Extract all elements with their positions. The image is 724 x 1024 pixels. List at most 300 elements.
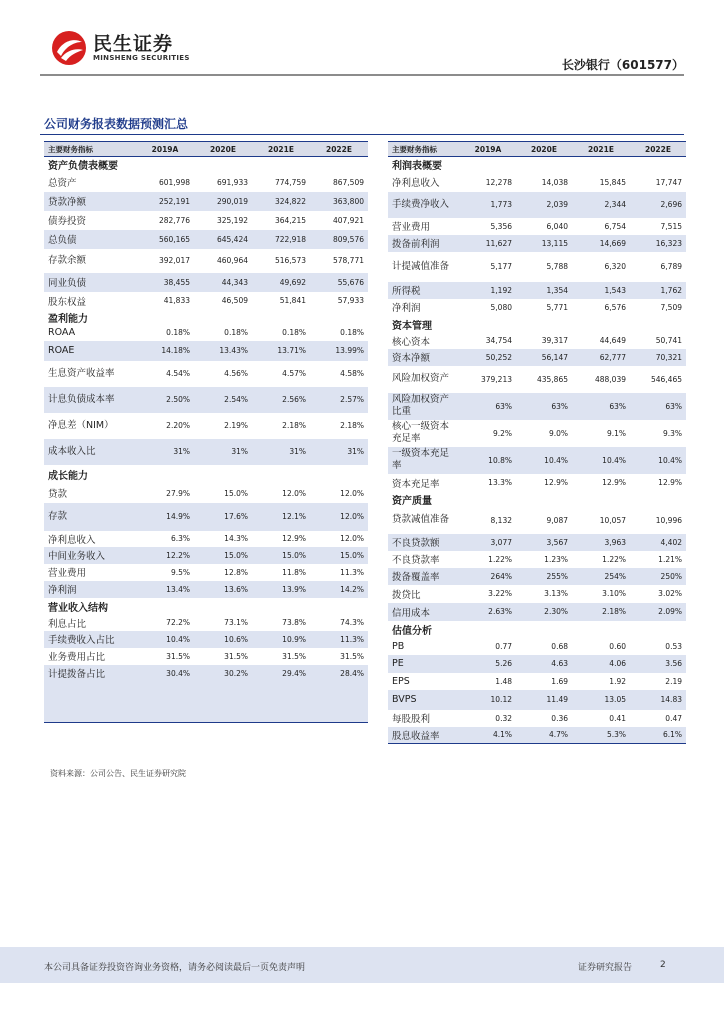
column-header-year: 2021E <box>252 142 310 157</box>
value-cell: 10.4% <box>516 447 572 474</box>
category-label: 资产质量 <box>392 495 432 507</box>
value-cell: 867,509 <box>332 177 364 187</box>
value-cell: 4.58% <box>340 369 364 378</box>
row-label: 营业费用 <box>48 568 87 579</box>
value-cell: 0.68 <box>551 641 568 651</box>
table-row <box>388 710 686 727</box>
table-row <box>44 547 368 564</box>
row-label: 计提减值准备 <box>392 260 450 272</box>
value-cell: 4.63 <box>516 655 572 673</box>
table-row <box>388 585 686 603</box>
table-row <box>388 192 686 218</box>
value-cell: 1,543 <box>572 282 630 299</box>
value-cell: 4.06 <box>572 655 630 673</box>
value-cell: 290,019 <box>194 192 252 211</box>
table-row <box>44 387 368 413</box>
value-cell: 601,998 <box>158 177 190 187</box>
value-cell: 2.09% <box>630 603 686 621</box>
value-cell: 38,455 <box>136 273 194 292</box>
table-header-row <box>44 142 368 157</box>
value-cell: 0.18% <box>282 328 306 337</box>
table-row <box>44 439 368 465</box>
value-cell: 39,317 <box>541 336 568 345</box>
value-cell: 10.9% <box>252 631 310 648</box>
column-header-year: 2020E <box>194 142 252 157</box>
value-cell: 73.1% <box>224 618 248 627</box>
footer-page-number: 2 <box>660 960 666 970</box>
value-cell: 49,692 <box>252 273 310 292</box>
value-cell: 12.8% <box>224 567 248 577</box>
row-label: 总负债 <box>44 230 136 249</box>
category-label: 营业收入结构 <box>48 602 108 614</box>
header-divider <box>40 74 684 76</box>
section-title: 公司财务报表数据预测汇总 <box>44 117 189 131</box>
row-label: PE <box>388 655 460 673</box>
table-row <box>44 325 368 341</box>
table-row <box>388 638 686 655</box>
value-cell: 27.9% <box>166 488 190 498</box>
value-cell: 6,320 <box>604 262 626 271</box>
row-label: 中间业务收入 <box>44 547 136 564</box>
value-cell: 9.2% <box>492 428 512 438</box>
table-row <box>44 249 368 273</box>
value-cell: 5.26 <box>460 655 516 673</box>
value-cell: 44,343 <box>194 273 252 292</box>
row-label: 净利润 <box>44 581 136 598</box>
value-cell: 13.6% <box>194 581 252 598</box>
value-cell: 17,747 <box>655 177 682 187</box>
value-cell: 12.9% <box>282 534 306 543</box>
value-cell: 0.32 <box>495 713 512 723</box>
value-cell: 31% <box>252 439 310 465</box>
value-cell: 13.05 <box>572 690 630 710</box>
column-header-metric: 主要财务指标 <box>388 142 460 157</box>
column-header-metric: 主要财务指标 <box>44 142 136 157</box>
category-row <box>388 316 686 333</box>
value-cell: 28.4% <box>310 665 368 682</box>
value-cell: 325,192 <box>216 215 248 225</box>
row-label: 贷款净额 <box>44 192 136 211</box>
row-label: 总资产 <box>48 178 77 189</box>
value-cell: 13.43% <box>194 341 252 361</box>
row-label: 成本收入比 <box>44 439 136 465</box>
value-cell: 14.3% <box>224 534 248 543</box>
column-header-year: 2019A <box>136 142 194 157</box>
footer-disclaimer: 本公司具备证券投资咨询业务资格，请务必阅读最后一页免责声明 <box>44 963 306 973</box>
table-header-row <box>388 142 686 157</box>
table-row <box>44 631 368 648</box>
column-header-year: 2021E <box>572 142 630 157</box>
value-cell: 72.2% <box>166 618 190 627</box>
value-cell: 12.9% <box>602 478 626 487</box>
value-cell: 13.71% <box>252 341 310 361</box>
value-cell: 14.9% <box>136 503 194 531</box>
blank-row <box>44 699 368 723</box>
value-cell: 10.4% <box>572 447 630 474</box>
value-cell: 3,077 <box>460 534 516 551</box>
row-label: 同业负债 <box>44 273 136 292</box>
value-cell: 3.56 <box>630 655 686 673</box>
financial-table-right <box>388 141 686 744</box>
value-cell: 4.7% <box>516 727 572 744</box>
brand-name-cn: 民生证券 <box>93 33 174 55</box>
category-label: 成长能力 <box>48 470 88 482</box>
financial-table-left <box>44 141 368 723</box>
value-cell: 488,039 <box>594 374 626 384</box>
value-cell: 12.2% <box>136 547 194 564</box>
blank-cell <box>310 682 368 699</box>
row-label: 净息差（NIM） <box>48 419 114 431</box>
row-label: 不良贷款率 <box>392 555 440 566</box>
value-cell: 15.0% <box>252 547 310 564</box>
value-cell: 11,627 <box>460 235 516 252</box>
value-cell: 645,424 <box>194 230 252 249</box>
value-cell: 73.8% <box>282 618 306 627</box>
value-cell: 0.60 <box>609 641 626 651</box>
value-cell: 70,321 <box>630 349 686 366</box>
value-cell: 252,191 <box>136 192 194 211</box>
value-cell: 1.21% <box>658 554 682 564</box>
row-label: 计提拨备占比 <box>44 665 136 682</box>
value-cell: 2.18% <box>340 421 364 430</box>
value-cell: 0.41 <box>609 713 626 723</box>
value-cell: 10.12 <box>460 690 516 710</box>
value-cell: 6.1% <box>630 727 686 744</box>
value-cell: 6.3% <box>170 534 190 543</box>
row-label: 所得税 <box>388 282 460 299</box>
row-label: 营业费用 <box>392 222 431 233</box>
blank-cell <box>194 699 252 723</box>
value-cell: 0.18% <box>166 328 190 337</box>
value-cell: 774,759 <box>274 177 306 187</box>
column-header-year: 2019A <box>460 142 516 157</box>
value-cell: 1.22% <box>602 554 626 564</box>
value-cell: 2.20% <box>166 421 190 430</box>
value-cell: 14.83 <box>630 690 686 710</box>
value-cell: 14.18% <box>136 341 194 361</box>
value-cell: 691,933 <box>216 177 248 187</box>
value-cell: 0.53 <box>665 641 682 651</box>
blank-cell <box>44 699 136 723</box>
row-label: 手续费收入占比 <box>44 631 136 648</box>
table-row <box>44 413 368 439</box>
value-cell: 1.23% <box>544 554 568 564</box>
blank-cell <box>252 682 310 699</box>
value-cell: 46,509 <box>221 296 248 305</box>
category-row <box>44 157 368 173</box>
value-cell: 2,039 <box>516 192 572 218</box>
table-row <box>388 551 686 568</box>
value-cell: 460,964 <box>216 256 248 265</box>
value-cell: 6,789 <box>660 262 682 271</box>
value-cell: 250% <box>630 568 686 585</box>
value-cell: 14.2% <box>310 581 368 598</box>
row-label: 信用成本 <box>388 603 460 621</box>
column-header-year: 2020E <box>516 142 572 157</box>
value-cell: 13,115 <box>516 235 572 252</box>
category-row <box>388 157 686 173</box>
value-cell: 11.3% <box>310 631 368 648</box>
value-cell: 2.18% <box>282 421 306 430</box>
value-cell: 4.57% <box>282 369 306 378</box>
value-cell: 282,776 <box>158 215 190 225</box>
value-cell: 364,215 <box>274 215 306 225</box>
row-label: 资本充足率 <box>392 478 440 490</box>
category-row <box>44 310 368 325</box>
value-cell: 10.4% <box>136 631 194 648</box>
table-row <box>388 420 686 447</box>
value-cell: 31% <box>310 439 368 465</box>
value-cell: 435,865 <box>536 374 568 384</box>
value-cell: 546,465 <box>650 374 682 384</box>
value-cell: 4.54% <box>166 369 190 378</box>
category-row <box>388 492 686 507</box>
value-cell: 10.6% <box>194 631 252 648</box>
table-row <box>44 292 368 310</box>
value-cell: 7,515 <box>660 221 682 231</box>
report-header-title: 长沙银行（601577） <box>561 58 684 72</box>
row-label: 拨备前利润 <box>388 235 460 252</box>
value-cell: 379,213 <box>480 374 512 384</box>
row-label: 净利息收入 <box>392 178 440 189</box>
value-cell: 1,773 <box>460 192 516 218</box>
row-label: 业务费用占比 <box>48 652 106 663</box>
value-cell: 15.0% <box>194 547 252 564</box>
value-cell: 31.5% <box>282 651 306 661</box>
table-row <box>388 235 686 252</box>
category-label: 盈利能力 <box>48 313 88 325</box>
row-label: 利息占比 <box>48 618 87 630</box>
value-cell: 9.1% <box>606 428 626 438</box>
value-cell: 30.2% <box>194 665 252 682</box>
value-cell: 0.18% <box>224 328 248 337</box>
value-cell: 1.48 <box>495 676 512 686</box>
table-row <box>388 690 686 710</box>
table-row <box>44 484 368 503</box>
value-cell: 10,057 <box>599 515 626 525</box>
value-cell: 55,676 <box>310 273 368 292</box>
value-cell: 6,754 <box>604 221 626 231</box>
value-cell: 9.3% <box>662 428 682 438</box>
blank-cell <box>310 699 368 723</box>
row-label: ROAA <box>48 327 76 338</box>
value-cell: 1,192 <box>460 282 516 299</box>
value-cell: 15.0% <box>224 488 248 498</box>
value-cell: 9,087 <box>546 515 568 525</box>
value-cell: 1.69 <box>551 676 568 686</box>
row-label: 净利润 <box>392 303 421 314</box>
table-row <box>388 282 686 299</box>
value-cell: 264% <box>460 568 516 585</box>
value-cell: 254% <box>572 568 630 585</box>
row-label: 核心资本 <box>392 336 431 348</box>
row-label: 风险加权资产比重 <box>388 393 460 420</box>
table-row <box>44 341 368 361</box>
value-cell: 578,771 <box>332 256 364 265</box>
row-label: 每股股利 <box>392 714 431 725</box>
table-row <box>388 507 686 534</box>
value-cell: 4.56% <box>224 369 248 378</box>
value-cell: 10.8% <box>460 447 516 474</box>
value-cell: 14,669 <box>572 235 630 252</box>
value-cell: 2.50% <box>136 387 194 413</box>
value-cell: 16,323 <box>630 235 686 252</box>
column-header-year: 2022E <box>630 142 686 157</box>
row-label: BVPS <box>388 690 460 710</box>
value-cell: 0.77 <box>495 641 512 651</box>
value-cell: 0.18% <box>340 328 364 337</box>
value-cell: 2,696 <box>630 192 686 218</box>
table-row <box>388 447 686 474</box>
value-cell: 31.5% <box>224 651 248 661</box>
footer-report-type: 证券研究报告 <box>578 963 633 973</box>
value-cell: 722,918 <box>252 230 310 249</box>
value-cell: 11.49 <box>516 690 572 710</box>
value-cell: 62,777 <box>572 349 630 366</box>
table-row <box>388 366 686 393</box>
company-logo <box>51 30 190 66</box>
value-cell: 2.19 <box>665 676 682 686</box>
value-cell: 2.19% <box>224 421 248 430</box>
table-row <box>44 503 368 531</box>
table-row <box>44 564 368 581</box>
value-cell: 5,788 <box>546 262 568 271</box>
value-cell: 11.3% <box>340 567 364 577</box>
value-cell: 5,080 <box>490 302 512 312</box>
value-cell: 516,573 <box>274 256 306 265</box>
value-cell: 9.0% <box>548 428 568 438</box>
value-cell: 12.0% <box>340 534 364 543</box>
value-cell: 63% <box>516 393 572 420</box>
value-cell: 31.5% <box>166 651 190 661</box>
value-cell: 12.0% <box>310 503 368 531</box>
value-cell: 12.0% <box>340 488 364 498</box>
value-cell: 0.36 <box>551 713 568 723</box>
brand-name-en: MINSHENG SECURITIES <box>93 54 190 62</box>
value-cell: 3.10% <box>602 589 626 598</box>
value-cell: 8,132 <box>490 515 512 525</box>
value-cell: 13.3% <box>488 478 512 487</box>
table-row <box>44 211 368 230</box>
value-cell: 51,841 <box>279 296 306 305</box>
table-row <box>388 474 686 492</box>
value-cell: 34,754 <box>485 336 512 345</box>
value-cell: 2.56% <box>252 387 310 413</box>
value-cell: 13.9% <box>252 581 310 598</box>
value-cell: 4,402 <box>630 534 686 551</box>
row-label: 股东权益 <box>48 296 87 308</box>
value-cell: 3.02% <box>658 589 682 598</box>
value-cell: 12.9% <box>544 478 568 487</box>
table-row <box>388 603 686 621</box>
value-cell: 63% <box>460 393 516 420</box>
value-cell: 31.5% <box>340 651 364 661</box>
value-cell: 10.4% <box>630 447 686 474</box>
value-cell: 13.4% <box>136 581 194 598</box>
table-row <box>44 581 368 598</box>
category-label: 利润表概要 <box>392 161 442 173</box>
table-row <box>388 173 686 192</box>
table-row <box>44 173 368 192</box>
row-label: 拨贷比 <box>392 589 421 601</box>
blank-cell <box>252 699 310 723</box>
value-cell: 5,771 <box>546 302 568 312</box>
table-row <box>388 393 686 420</box>
minsheng-logo-icon <box>51 30 87 66</box>
row-label: 净利息收入 <box>48 534 96 546</box>
value-cell: 560,165 <box>136 230 194 249</box>
value-cell: 15,845 <box>599 177 626 187</box>
row-label: 计息负债成本率 <box>44 387 136 413</box>
value-cell: 31% <box>136 439 194 465</box>
value-cell: 3,963 <box>572 534 630 551</box>
value-cell: 41,833 <box>163 296 190 305</box>
table-row <box>44 192 368 211</box>
value-cell: 2.54% <box>194 387 252 413</box>
row-label: 一级资本充足率 <box>388 447 460 474</box>
category-row <box>388 621 686 638</box>
value-cell: 12.1% <box>252 503 310 531</box>
value-cell: 1,762 <box>630 282 686 299</box>
table-row <box>388 349 686 366</box>
category-label: 资本管理 <box>392 320 432 332</box>
table-row <box>388 299 686 316</box>
table-row <box>388 673 686 690</box>
category-row <box>44 465 368 484</box>
value-cell: 809,576 <box>310 230 368 249</box>
data-source-note: 资料来源：公司公告、民生证券研究院 <box>50 769 186 778</box>
value-cell: 17.6% <box>194 503 252 531</box>
value-cell: 14,038 <box>541 177 568 187</box>
table-row <box>388 727 686 744</box>
value-cell: 50,741 <box>655 336 682 345</box>
blank-cell <box>136 682 194 699</box>
value-cell: 2.18% <box>572 603 630 621</box>
value-cell: 5,177 <box>490 262 512 271</box>
value-cell: 63% <box>572 393 630 420</box>
row-label: 资本净额 <box>388 349 460 366</box>
table-row <box>388 655 686 673</box>
row-label: 拨备覆盖率 <box>388 568 460 585</box>
row-label: 风险加权资产 <box>392 373 450 384</box>
table-row <box>44 665 368 682</box>
blank-cell <box>136 699 194 723</box>
value-cell: 57,933 <box>337 296 364 305</box>
category-label: 资产负债表概要 <box>48 161 118 173</box>
value-cell: 2,344 <box>572 192 630 218</box>
row-label: 债券投资 <box>48 216 87 227</box>
value-cell: 1.22% <box>488 554 512 564</box>
table-row <box>388 534 686 551</box>
value-cell: 50,252 <box>460 349 516 366</box>
row-label: ROAE <box>44 341 136 361</box>
value-cell: 4.1% <box>460 727 516 744</box>
category-label: 估值分析 <box>392 625 432 637</box>
value-cell: 3.22% <box>488 589 512 598</box>
column-header-year: 2022E <box>310 142 368 157</box>
value-cell: 74.3% <box>340 618 364 627</box>
table-row <box>388 333 686 349</box>
blank-cell <box>194 682 252 699</box>
row-label: 贷款 <box>48 489 68 500</box>
value-cell: 9.5% <box>170 567 190 577</box>
value-cell: 3.13% <box>544 589 568 598</box>
table-row <box>44 273 368 292</box>
table-row <box>44 230 368 249</box>
value-cell: 255% <box>516 568 572 585</box>
row-label: 核心一级资本充足率 <box>392 421 450 444</box>
table-row <box>44 648 368 665</box>
